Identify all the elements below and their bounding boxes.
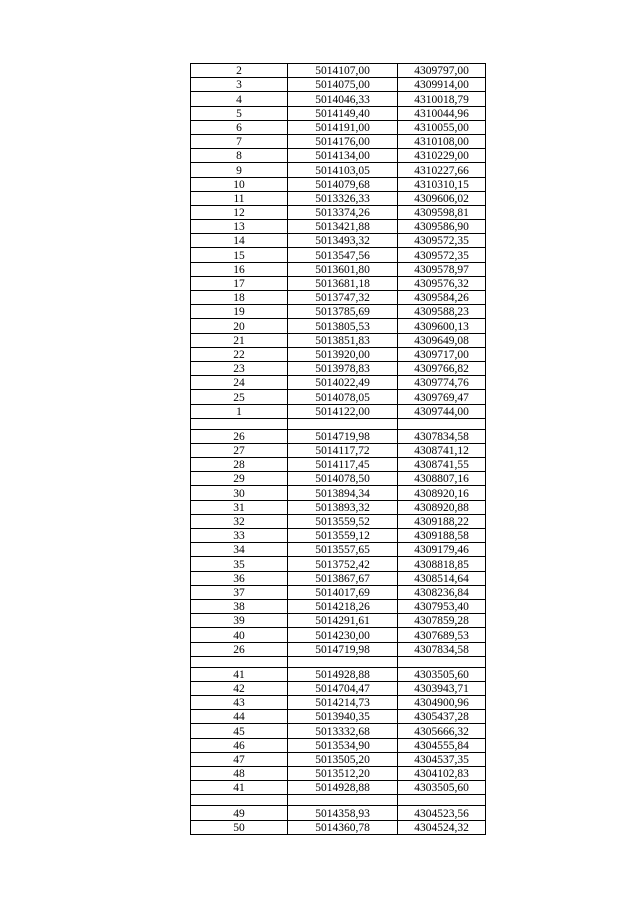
x-coordinate-cell: 5014719,98 — [288, 429, 398, 443]
point-number-cell: 1 — [191, 404, 288, 418]
x-coordinate-cell: 5013752,42 — [288, 557, 398, 571]
y-coordinate-cell: 4305666,32 — [398, 724, 486, 738]
point-number-cell: 50 — [191, 820, 288, 834]
y-coordinate-cell: 4308920,88 — [398, 500, 486, 514]
y-coordinate-cell: 4309774,76 — [398, 376, 486, 390]
x-coordinate-cell: 5014360,78 — [288, 820, 398, 834]
table-row — [191, 820, 486, 834]
table-row — [191, 78, 486, 92]
y-coordinate-cell: 4310055,00 — [398, 120, 486, 134]
x-coordinate-cell: 5014928,88 — [288, 667, 398, 681]
table-row — [191, 752, 486, 766]
table-row — [191, 234, 486, 248]
x-coordinate-cell: 5014117,72 — [288, 443, 398, 457]
y-coordinate-cell: 4308818,85 — [398, 557, 486, 571]
point-number-cell: 26 — [191, 642, 288, 656]
y-coordinate-cell: 4309586,90 — [398, 220, 486, 234]
point-number-cell: 49 — [191, 806, 288, 820]
table-row — [191, 149, 486, 163]
y-coordinate-cell: 4304555,84 — [398, 738, 486, 752]
y-coordinate-cell: 4309572,35 — [398, 248, 486, 262]
x-coordinate-cell: 5013505,20 — [288, 752, 398, 766]
table-row — [191, 319, 486, 333]
y-coordinate-cell: 4308807,16 — [398, 472, 486, 486]
x-coordinate-cell: 5014117,45 — [288, 458, 398, 472]
y-coordinate-cell: 4309588,23 — [398, 305, 486, 319]
point-number-cell — [191, 795, 288, 806]
table-row — [191, 628, 486, 642]
point-number-cell: 17 — [191, 276, 288, 290]
point-number-cell: 19 — [191, 305, 288, 319]
x-coordinate-cell: 5013893,32 — [288, 500, 398, 514]
y-coordinate-cell: 4309797,00 — [398, 64, 486, 78]
y-coordinate-cell: 4310018,79 — [398, 92, 486, 106]
point-number-cell: 2 — [191, 64, 288, 78]
y-coordinate-cell: 4304523,56 — [398, 806, 486, 820]
table-row — [191, 529, 486, 543]
x-coordinate-cell: 5013747,32 — [288, 291, 398, 305]
y-coordinate-cell — [398, 656, 486, 667]
table-row — [191, 177, 486, 191]
table-row — [191, 571, 486, 585]
x-coordinate-cell: 5013601,80 — [288, 262, 398, 276]
y-coordinate-cell: 4309576,32 — [398, 276, 486, 290]
table-row — [191, 333, 486, 347]
x-coordinate-cell: 5014078,50 — [288, 472, 398, 486]
x-coordinate-cell — [288, 795, 398, 806]
y-coordinate-cell: 4307834,58 — [398, 642, 486, 656]
x-coordinate-cell: 5013940,35 — [288, 710, 398, 724]
x-coordinate-cell: 5013920,00 — [288, 347, 398, 361]
point-number-cell: 36 — [191, 571, 288, 585]
x-coordinate-cell: 5013785,69 — [288, 305, 398, 319]
x-coordinate-cell: 5014218,26 — [288, 599, 398, 613]
y-coordinate-cell: 4307859,28 — [398, 614, 486, 628]
table-row — [191, 361, 486, 375]
y-coordinate-cell: 4308741,55 — [398, 458, 486, 472]
y-coordinate-cell: 4307689,53 — [398, 628, 486, 642]
x-coordinate-cell: 5013332,68 — [288, 724, 398, 738]
separator-row — [191, 795, 486, 806]
table-row — [191, 205, 486, 219]
x-coordinate-cell: 5013374,26 — [288, 205, 398, 219]
table-row — [191, 429, 486, 443]
table-row — [191, 781, 486, 795]
table-row — [191, 500, 486, 514]
point-number-cell: 12 — [191, 205, 288, 219]
table-row — [191, 262, 486, 276]
point-number-cell: 11 — [191, 191, 288, 205]
table-row — [191, 599, 486, 613]
x-coordinate-cell: 5013534,90 — [288, 738, 398, 752]
table-row — [191, 514, 486, 528]
point-number-cell: 24 — [191, 376, 288, 390]
point-number-cell — [191, 418, 288, 429]
table-row — [191, 106, 486, 120]
y-coordinate-cell — [398, 795, 486, 806]
table-row — [191, 543, 486, 557]
point-number-cell: 9 — [191, 163, 288, 177]
x-coordinate-cell: 5013559,12 — [288, 529, 398, 543]
y-coordinate-cell: 4308514,64 — [398, 571, 486, 585]
table-row — [191, 134, 486, 148]
y-coordinate-cell: 4309766,82 — [398, 361, 486, 375]
point-number-cell: 28 — [191, 458, 288, 472]
table-row — [191, 276, 486, 290]
y-coordinate-cell: 4310044,96 — [398, 106, 486, 120]
point-number-cell: 15 — [191, 248, 288, 262]
point-number-cell: 32 — [191, 514, 288, 528]
y-coordinate-cell: 4309598,81 — [398, 205, 486, 219]
x-coordinate-cell: 5014022,49 — [288, 376, 398, 390]
x-coordinate-cell: 5013978,83 — [288, 361, 398, 375]
y-coordinate-cell: 4305437,28 — [398, 710, 486, 724]
y-coordinate-cell: 4303943,71 — [398, 681, 486, 695]
point-number-cell: 41 — [191, 667, 288, 681]
table-row — [191, 724, 486, 738]
point-number-cell: 27 — [191, 443, 288, 457]
coordinates-table-body — [191, 64, 486, 835]
table-row — [191, 390, 486, 404]
y-coordinate-cell — [398, 418, 486, 429]
table-row — [191, 376, 486, 390]
point-number-cell: 48 — [191, 767, 288, 781]
table-row — [191, 92, 486, 106]
table-row — [191, 486, 486, 500]
point-number-cell: 30 — [191, 486, 288, 500]
table-row — [191, 220, 486, 234]
x-coordinate-cell: 5014149,40 — [288, 106, 398, 120]
x-coordinate-cell: 5014214,73 — [288, 696, 398, 710]
x-coordinate-cell: 5013547,56 — [288, 248, 398, 262]
y-coordinate-cell: 4307834,58 — [398, 429, 486, 443]
y-coordinate-cell: 4309600,13 — [398, 319, 486, 333]
table-row — [191, 642, 486, 656]
point-number-cell: 43 — [191, 696, 288, 710]
x-coordinate-cell: 5014103,05 — [288, 163, 398, 177]
point-number-cell: 18 — [191, 291, 288, 305]
x-coordinate-cell: 5014046,33 — [288, 92, 398, 106]
separator-row — [191, 418, 486, 429]
point-number-cell: 41 — [191, 781, 288, 795]
point-number-cell: 8 — [191, 149, 288, 163]
point-number-cell: 22 — [191, 347, 288, 361]
table-row — [191, 458, 486, 472]
x-coordinate-cell: 5014191,00 — [288, 120, 398, 134]
table-row — [191, 696, 486, 710]
y-coordinate-cell: 4308741,12 — [398, 443, 486, 457]
point-number-cell: 25 — [191, 390, 288, 404]
point-number-cell: 23 — [191, 361, 288, 375]
coordinates-table — [190, 63, 486, 835]
x-coordinate-cell: 5013557,65 — [288, 543, 398, 557]
table-row — [191, 443, 486, 457]
point-number-cell: 10 — [191, 177, 288, 191]
point-number-cell: 44 — [191, 710, 288, 724]
x-coordinate-cell: 5013867,67 — [288, 571, 398, 585]
point-number-cell: 31 — [191, 500, 288, 514]
x-coordinate-cell: 5014078,05 — [288, 390, 398, 404]
x-coordinate-cell: 5013894,34 — [288, 486, 398, 500]
x-coordinate-cell: 5014358,93 — [288, 806, 398, 820]
y-coordinate-cell: 4310229,00 — [398, 149, 486, 163]
x-coordinate-cell: 5013493,32 — [288, 234, 398, 248]
y-coordinate-cell: 4309584,26 — [398, 291, 486, 305]
x-coordinate-cell — [288, 656, 398, 667]
y-coordinate-cell: 4309188,22 — [398, 514, 486, 528]
point-number-cell: 21 — [191, 333, 288, 347]
point-number-cell: 40 — [191, 628, 288, 642]
y-coordinate-cell: 4310227,66 — [398, 163, 486, 177]
point-number-cell: 3 — [191, 78, 288, 92]
y-coordinate-cell: 4304524,32 — [398, 820, 486, 834]
y-coordinate-cell: 4307953,40 — [398, 599, 486, 613]
separator-row — [191, 656, 486, 667]
x-coordinate-cell: 5014719,98 — [288, 642, 398, 656]
point-number-cell: 6 — [191, 120, 288, 134]
x-coordinate-cell: 5014704,47 — [288, 681, 398, 695]
table-row — [191, 585, 486, 599]
point-number-cell: 4 — [191, 92, 288, 106]
point-number-cell: 20 — [191, 319, 288, 333]
table-row — [191, 767, 486, 781]
x-coordinate-cell: 5014075,00 — [288, 78, 398, 92]
point-number-cell: 7 — [191, 134, 288, 148]
point-number-cell — [191, 656, 288, 667]
table-row — [191, 710, 486, 724]
x-coordinate-cell: 5014017,69 — [288, 585, 398, 599]
table-row — [191, 305, 486, 319]
y-coordinate-cell: 4309606,02 — [398, 191, 486, 205]
x-coordinate-cell: 5013851,83 — [288, 333, 398, 347]
y-coordinate-cell: 4308236,84 — [398, 585, 486, 599]
y-coordinate-cell: 4308920,16 — [398, 486, 486, 500]
y-coordinate-cell: 4304537,35 — [398, 752, 486, 766]
table-row — [191, 163, 486, 177]
y-coordinate-cell: 4304900,96 — [398, 696, 486, 710]
x-coordinate-cell: 5014107,00 — [288, 64, 398, 78]
table-row — [191, 347, 486, 361]
y-coordinate-cell: 4303505,60 — [398, 781, 486, 795]
table-row — [191, 557, 486, 571]
table-row — [191, 614, 486, 628]
x-coordinate-cell: 5013681,18 — [288, 276, 398, 290]
y-coordinate-cell: 4309744,00 — [398, 404, 486, 418]
point-number-cell: 26 — [191, 429, 288, 443]
table-row — [191, 681, 486, 695]
y-coordinate-cell: 4309649,08 — [398, 333, 486, 347]
x-coordinate-cell: 5014134,00 — [288, 149, 398, 163]
point-number-cell: 45 — [191, 724, 288, 738]
point-number-cell: 37 — [191, 585, 288, 599]
table-row — [191, 64, 486, 78]
x-coordinate-cell: 5014230,00 — [288, 628, 398, 642]
point-number-cell: 29 — [191, 472, 288, 486]
point-number-cell: 39 — [191, 614, 288, 628]
point-number-cell: 34 — [191, 543, 288, 557]
point-number-cell: 33 — [191, 529, 288, 543]
point-number-cell: 38 — [191, 599, 288, 613]
y-coordinate-cell: 4310108,00 — [398, 134, 486, 148]
table-row — [191, 291, 486, 305]
x-coordinate-cell: 5013512,20 — [288, 767, 398, 781]
x-coordinate-cell: 5014291,61 — [288, 614, 398, 628]
point-number-cell: 46 — [191, 738, 288, 752]
y-coordinate-cell: 4309188,58 — [398, 529, 486, 543]
y-coordinate-cell: 4309717,00 — [398, 347, 486, 361]
point-number-cell: 5 — [191, 106, 288, 120]
x-coordinate-cell: 5013559,52 — [288, 514, 398, 528]
x-coordinate-cell: 5014928,88 — [288, 781, 398, 795]
x-coordinate-cell: 5014122,00 — [288, 404, 398, 418]
x-coordinate-cell: 5014079,68 — [288, 177, 398, 191]
x-coordinate-cell: 5013805,53 — [288, 319, 398, 333]
y-coordinate-cell: 4309179,46 — [398, 543, 486, 557]
point-number-cell: 13 — [191, 220, 288, 234]
table-row — [191, 120, 486, 134]
x-coordinate-cell: 5013421,88 — [288, 220, 398, 234]
point-number-cell: 14 — [191, 234, 288, 248]
y-coordinate-cell: 4309914,00 — [398, 78, 486, 92]
table-row — [191, 404, 486, 418]
y-coordinate-cell: 4310310,15 — [398, 177, 486, 191]
point-number-cell: 16 — [191, 262, 288, 276]
y-coordinate-cell: 4303505,60 — [398, 667, 486, 681]
point-number-cell: 47 — [191, 752, 288, 766]
y-coordinate-cell: 4309572,35 — [398, 234, 486, 248]
point-number-cell: 42 — [191, 681, 288, 695]
y-coordinate-cell: 4304102,83 — [398, 767, 486, 781]
point-number-cell: 35 — [191, 557, 288, 571]
x-coordinate-cell: 5014176,00 — [288, 134, 398, 148]
table-row — [191, 667, 486, 681]
table-row — [191, 191, 486, 205]
x-coordinate-cell — [288, 418, 398, 429]
y-coordinate-cell: 4309769,47 — [398, 390, 486, 404]
table-row — [191, 806, 486, 820]
table-row — [191, 738, 486, 752]
y-coordinate-cell: 4309578,97 — [398, 262, 486, 276]
table-row — [191, 248, 486, 262]
x-coordinate-cell: 5013326,33 — [288, 191, 398, 205]
table-row — [191, 472, 486, 486]
